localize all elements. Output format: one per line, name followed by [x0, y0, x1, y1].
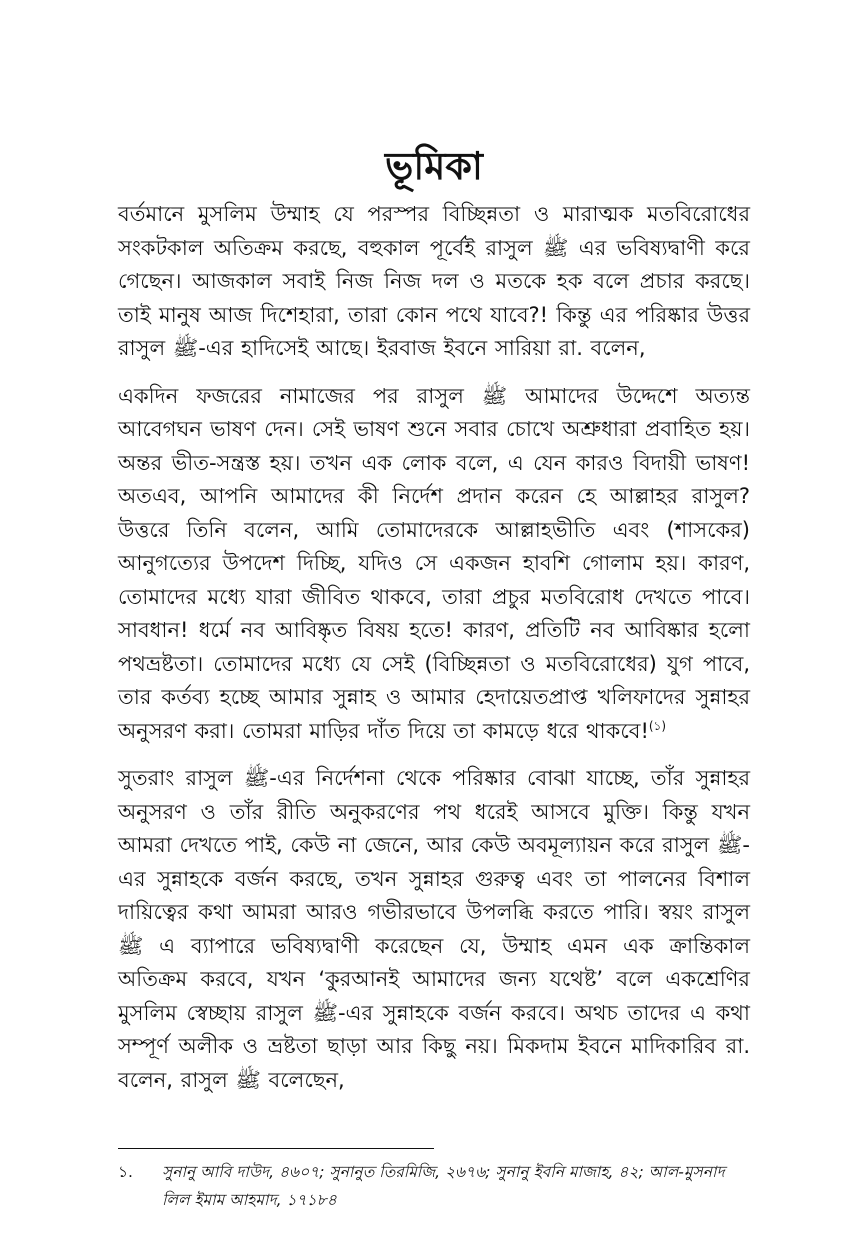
paragraph-hadith: [118, 380, 750, 749]
page-title: ভূমিকা: [385, 144, 483, 188]
paragraph-sunnah: সুতরাং রাসুল ﷺ-এর নির্দেশনা থেকে পরিষ্কার বোঝা যাচ্ছে, তাঁর সুন্নাহর অনুসরণ ও তাঁর রীতি অনুকরণের পথ ধরেই আসবে মুক্তি। কিন্তু যখন আমরা দেখতে পাই, কেউ না জেনে, আর কেউ অবমূল্যায়ন করে রাসুল ﷺ-এর সুন্নাহকে বর্জন করছে, তখন সুন্নাহর গুরুত্ব এবং তা পালনের বিশাল দায়িত্বের কথা আমরা আরও গভীরভাবে উপলব্ধি করতে পারি। স্বয়ং রাসুল ﷺ এ ব্যাপারে ভবিষ্যদ্বাণী করেছেন যে, উম্মাহ এমন এক ক্রান্তিকাল অতিক্রম করবে, যখন ‘কুরআনই আমাদের জন্য যথেষ্ট’ বলে একশ্রেণির মুসলিম স্বেচ্ছায় রাসুল ﷺ-এর সুন্নাহকে বর্জন করবে। অথচ তাদের এ কথা সম্পূর্ণ অলীক ও ভ্রষ্টতা ছাড়া আর কিছু নয়। মিকদাম ইবনে মাদিকারিব রা. বলেন, রাসুল ﷺ বলেছেন,: [118, 766, 751, 1092]
page-content: [118, 140, 750, 1111]
footnote-text: সুনানু আবি দাউদ, ৪৬০৭; সুনানুত তিরমিজি, ২৬৭৬; সুনানু ইবনি মাজাহ, ৪২; আল-মুসনাদ লিল ইমাম আহমাদ, ১৭১৮৪: [162, 1163, 725, 1209]
footnote-divider: [118, 1148, 434, 1149]
footnote: [118, 1158, 750, 1214]
footnote-marker[interactable]: (১): [648, 718, 667, 733]
footnote-number: ১.: [118, 1163, 133, 1181]
paragraph-intro: বর্তমানে মুসলিম উম্মাহ যে পরস্পর বিচ্ছিন্নতা ও মারাত্মক মতবিরোধের সংকটকাল অতিক্রম করছে, বহুকাল পূর্বেই রাসুল ﷺ এর ভবিষ্যদ্বাণী করে গেছেন। আজকাল সবাই নিজ নিজ দল ও মতকে হক বলে প্রচার করছে। তাই মানুষ আজ দিশেহারা, তারা কোন পথে যাবে?! কিন্তু এর পরিষ্কার উত্তর রাসুল ﷺ-এর হাদিসেই আছে। ইরবাজ ইবনে সারিয়া রা. বলেন,: [118, 202, 750, 360]
hadith-text: একদিন ফজরের নামাজের পর রাসুল ﷺ আমাদের উদ্দেশে অত্যন্ত আবেগঘন ভাষণ দেন। সেই ভাষণ শুনে সবার চোখে অশ্রুধারা প্রবাহিত হয়। অন্তর ভীত-সন্ত্রস্ত হয়। তখন এক লোক বলে, এ যেন কারও বিদায়ী ভাষণ! অতএব, আপনি আমাদের কী নির্দেশ প্রদান করেন হে আল্লাহর রাসুল? উত্তরে তিনি বলেন, আমি তোমাদেরকে আল্লাহভীতি এবং (শাসকের) আনুগত্যের উপদেশ দিচ্ছি, যদিও সে একজন হাবশি গোলাম হয়। কারণ, তোমাদের মধ্যে যারা জীবিত থাকবে, তারা প্রচুর মতবিরোধ দেখতে পাবে। সাবধান! ধর্মে নব আবিষ্কৃত বিষয় হতে! কারণ, প্রতিটি নব আবিষ্কার হলো পথভ্রষ্টতা। তোমাদের মধ্যে যে সেই (বিচ্ছিন্নতা ও মতবিরোধের) যুগ পাবে, তার কর্তব্য হচ্ছে আমার সুন্নাহ ও আমার হেদায়েতপ্রাপ্ত খলিফাদের সুন্নাহর অনুসরণ করা। তোমরা মাড়ির দাঁত দিয়ে তা কামড়ে ধরে থাকবে!: [118, 383, 750, 743]
